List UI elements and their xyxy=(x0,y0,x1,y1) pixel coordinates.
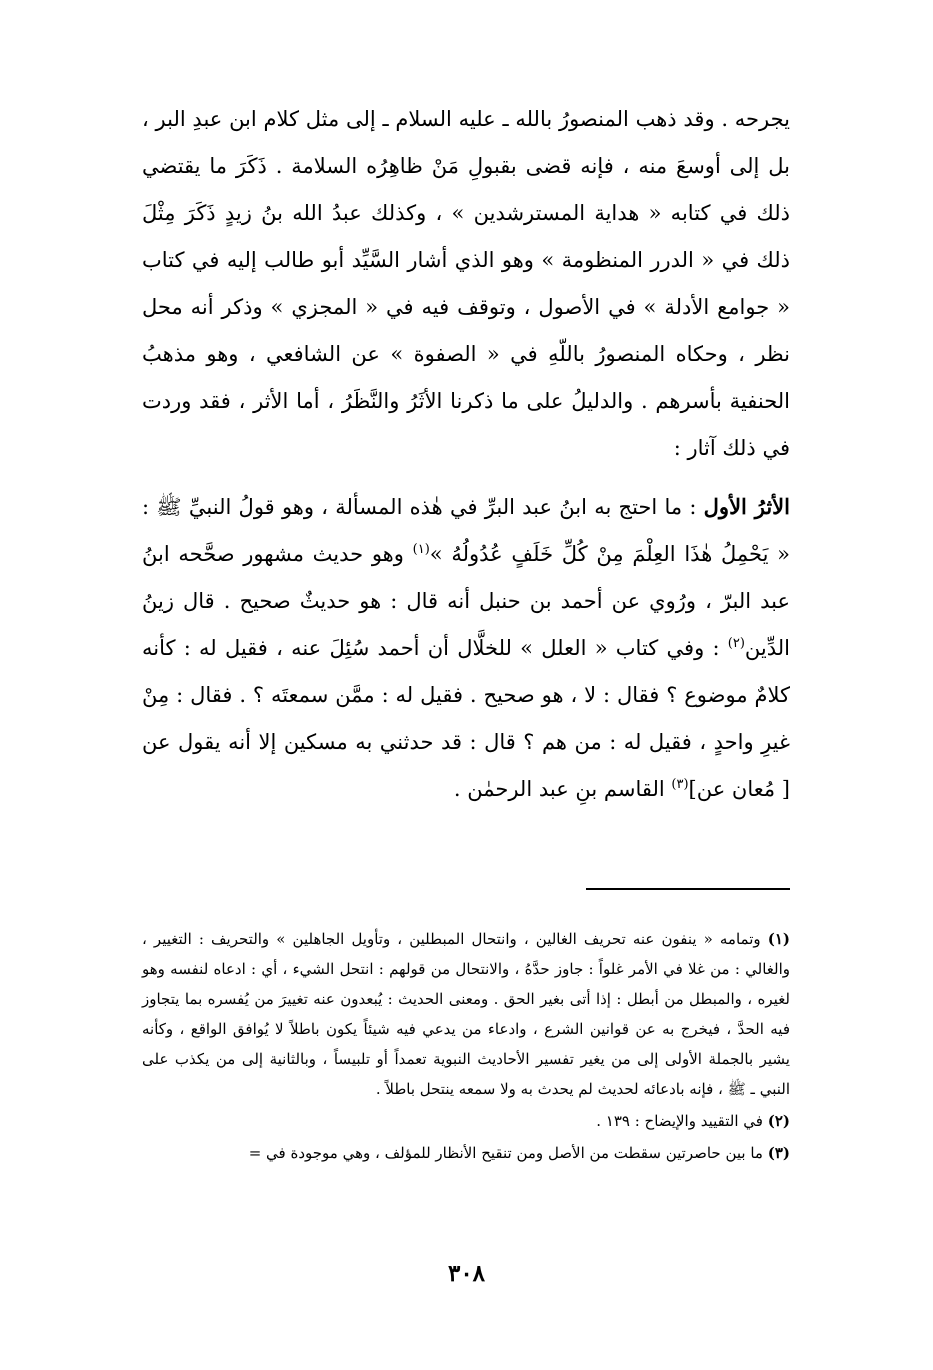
main-text xyxy=(142,96,790,813)
footnote-ref-1: (١) xyxy=(412,542,430,557)
paragraph-2-text-3: : وفي كتاب « العلل » للخلَّال أن أحمد سُئِلَ عنه ، فقيل له : كأنه كلامٌ موضوع ؟ فقال : لا ، هو صحيح . فقيل له : ممَّن سمعتَه ؟ . فقال : مِنْ غيرِ واحدٍ ، فقيل له : من هم ؟ قال : قد حدثني به مسكين إلا أنه يقول عن [ مُعان عن] xyxy=(142,636,790,801)
footnote-1-number: (١) xyxy=(767,930,790,948)
page-number: ٣٠٨ xyxy=(447,1260,486,1287)
paragraph-2-text-1: : ما احتج به ابنُ عبد البرِّ في هٰذه المسألة ، وهو قولُ النبيِّ ﷺ : « يَحْمِلُ هٰذَا العِلْمَ مِنْ كُلِّ خَلَفٍ عُدُولُهُ » xyxy=(142,495,790,566)
paragraph-2-text-4: القاسم بنِ عبد الرحمٰن . xyxy=(453,777,672,801)
footnote-ref-3: (٣) xyxy=(671,777,689,792)
footnote-1 xyxy=(142,924,790,1104)
footnote-2 xyxy=(142,1106,790,1136)
footnote-3 xyxy=(142,1138,790,1168)
paragraph-2 xyxy=(142,483,790,813)
paragraph-1: يجرحه . وقد ذهب المنصورُ بالله ـ عليه السلام ـ إلى مثل كلام ابن عبدِ البر ، بل إلى أوسعَ منه ، فإنه قضى بقبولِ مَنْ ظاهِرُه السلامة . ذَكَرَ ما يقتضي ذلك في كتابه « هداية المسترشدين » ، وكذلك عبدُ الله بنُ زيدٍ ذَكَرَ مِثْلَ ذلك في « الدرر المنظومة » وهو الذي أشار السَّيِّد أبو طالب إليه في كتاب « جوامع الأدلة » في الأصول ، وتوقف فيه في « المجزي » وذكر أنه محل نظر ، وحكاه المنصورُ باللّهِ في « الصفوة » عن الشافعي ، وهو مذهبُ الحنفية بأسرهم . والدليلُ على ما ذكرنا الأثَرُ والنَّظَرُ ، أما الأثر ، فقد وردت في ذلك آثار : xyxy=(142,107,790,460)
footnote-3-number: (٣) xyxy=(767,1144,790,1162)
footnotes xyxy=(142,924,790,1168)
footnote-3-text: ما بين حاصرتين سقطت من الأصل ومن تنقيح الأنظار للمؤلف ، وهي موجودة في = xyxy=(248,1144,768,1162)
footnote-separator xyxy=(586,888,790,890)
section-heading-first-athar: الأثرُ الأول xyxy=(703,494,790,519)
footnote-2-number: (٢) xyxy=(767,1112,790,1130)
footnote-1-text: وتمامه « ينفون عنه تحريف الغالين ، وانتحال المبطلين ، وتأويل الجاهلين » والتحريف : التغيير ، والغالي : من غلا في الأمر غلواً : جاوز حدَّهُ ، والانتحال من قولهم : انتحل الشيء ، أي : ادعاه لنفسه وهو لغيره ، والمبطل من أبطل : إذا أتى بغير الحق . ومعنى الحديث : يُبعدون عنه تغييرَ من يُفسره بما يتجاوز فيه الحدَّ ، فيخرج به عن قوانين الشرع ، وادعاء من يدعي فيه شيئاً يكون باطلاً لا يُوافق الواقع ، وكأنه يشير بالجملة الأولى إلى من يغير تفسير الأحاديث النبوية تعمداً أو تلبيساً ، وبالثانية إلى من يكذب على النبي ـ ﷺ ، فإنه بادعائه لحديث لم يحدث به ولا سمعه ينتحل باطلاً . xyxy=(142,930,790,1098)
footnote-ref-2: (٢) xyxy=(727,636,745,651)
footnote-2-text: في التقييد والإيضاح : ١٣٩ . xyxy=(596,1112,768,1130)
paragraph-2-text-2: وهو حديث مشهور صحَّحه ابنُ عبد البرّ ، ورُوي عن أحمد بن حنبل أنه قال : هو حديثٌ صحيح . قال زينُ الدِّين xyxy=(142,542,790,660)
